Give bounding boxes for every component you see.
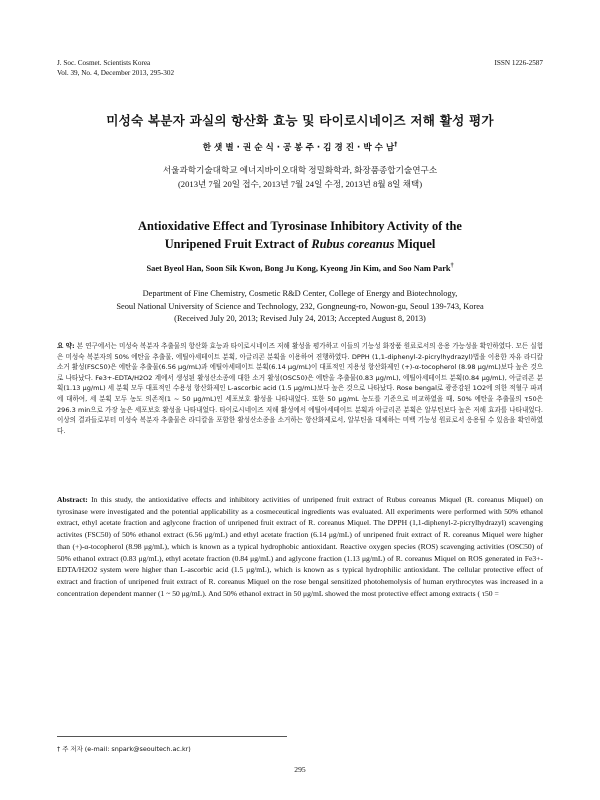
affiliation-english-line2: Seoul National University of Science and Technology, 232, Gongneung-ro, Nowon-gu, Seoul 139-743, Korea (116, 301, 484, 311)
issn: ISSN 1226-2587 (494, 59, 543, 67)
affiliation-english (0, 288, 600, 326)
title-english-line2-post: Miquel (394, 237, 436, 251)
abstract-korean (57, 341, 543, 436)
authors-english-names: Saet Byeol Han, Soon Sik Kwon, Bong Ju Kong, Kyeong Jin Kim, and Soo Nam Park (146, 264, 451, 273)
journal-volume: Vol. 39, No. 4, December 2013, 295-302 (57, 69, 175, 77)
authors-english (0, 264, 600, 273)
title-english (0, 217, 600, 253)
running-header (57, 58, 543, 78)
abstract-english (57, 494, 543, 599)
title-korean: 미성숙 복분자 과실의 항산화 효능 및 타이로시네이즈 저해 활성 평가 (106, 113, 494, 128)
dagger-mark: † (394, 141, 398, 149)
authors-korean-names: 한 샛 별 · 권 순 식 · 공 봉 주 · 김 경 진 · 박 수 남 (202, 143, 395, 153)
title-english-line2-pre: Unripened Fruit Extract of (164, 237, 312, 251)
abstract-english-text: In this study, the antioxidative effects and inhibitory activities of unripened fruit extract of Rubus coreanus Miquel (R. coreanus Miquel) on tyrosinase were investigated and the potential applicability as a cosmeceutical ingredients was evaluated. All experiments were performed with 50% ethanol extract, ethyl acetate fraction and aglycone fraction of unripened fruit extract of R. coreanus Miquel. The DPPH (1,1-diphenyl-2-picrylhydrazyl) scavenging activites (FSC50) of 50% ethanol extract (6.56 μg/mL) and ethyl acetate fraction (6.14 μg/mL) of unripened fruit extract of R. coreanus Miquel were higher than (+)-α-tocopherol (8.98 μg/mL), which is known as a typical hydrophobic antioxidant. Reactive oxygen species (ROS) scavenging activities (OSC50) of 50% ethanol extract (0.83 μg/mL), ethyl acetate fraction (0.84 μg/mL) and aglycone fraction (1.13 μg/mL) of R. coreanus Miquel on ROS generated in Fe3+-EDTA/H2O2 system were higher than L-ascorbic acid (1.5 μg/mL), which is known as s typical hydrophilic antioxidant. The cellular protective effect of extract and fraction of unripened fruit extract of R. coreanus Miquel on the rose bengal sensitized photohemolysis of human erythrocytes was increased in a concentration dependent manner (1 ~ 50 μg/mL). And 50% ethanol extract in 50 μg/mL showed the most protective effect among extracts ( τ50 = (57, 495, 543, 598)
title-english-line2 (0, 235, 600, 253)
dates-korean: (2013년 7월 20일 접수, 2013년 7월 24일 수정, 2013년 8월 8일 채택) (177, 179, 423, 189)
footnote-divider (57, 736, 287, 737)
affiliation-korean (0, 163, 600, 191)
abstract-korean-label: 요 약: (57, 342, 75, 350)
page-number: 295 (294, 765, 306, 774)
affiliation-english-line1: Department of Fine Chemistry, Cosmetic R&D Center, College of Energy and Biotechnology, (142, 289, 458, 298)
journal-name: J. Soc. Cosmet. Scientists Korea (57, 59, 151, 67)
affiliation-korean-line: 서울과학기술대학교 에너지바이오대학 정밀화학과, 화장품종합기술연구소 (162, 165, 438, 175)
dagger-mark-en: † (450, 263, 454, 270)
authors-korean (0, 141, 600, 153)
title-english-line1: Antioxidative Effect and Tyrosinase Inhibitory Activity of the (138, 219, 462, 233)
abstract-korean-text: 본 연구에서는 미성숙 복분자 추출물의 항산화 효능과 타이로시네이즈 저해 활성을 평가하고 이들의 기능성 화장품 원료로서의 응용 가능성을 확인하였다. 모든 실험은 미성숙 복분자의 50% 에탄올 추출물, 에틸아세테이트 분획, 아글리콘 분획을 이용하여 진행하였다. DPPH (1,1-diphenyl-2-picrylhydrazyl)법을 이용한 자유 라디칼 소거 활성(FSC50)은 에탄올 추출물(6.56 μg/mL)과 에틸아세테이트 분획(6.14 μg/mL)이 대표적인 지용성 항산화제인 (+)-α-tocopherol (8.98 μg/mL)보다 높은 것으로 나타났다. Fe3+-EDTA/H2O2 계에서 생성된 활성산소종에 대한 소거 활성(OSC50)은 에탄올 추출물(0.83 μg/mL), 에틸아세테이트 분획(0.84 μg/mL), 아글리콘 분획(1.13 μg/mL) 세 분획 모두 대표적인 수용성 항산화제인 L-ascorbic acid (1.5 μg/mL)보다 높은 것으로 나타났다. Rose bengal로 광증감된 1O2에 의한 적혈구 파괴에 대하여, 세 분획 모두 농도 의존적(1 ~ 50 μg/mL)인 세포보호 활성을 나타내었다. 또한 50 μg/mL 농도를 기준으로 비교하였을 때, 50% 에탄올 추출물의 τ50은 296.3 min으로 가장 높은 세포보호 활성을 나타내었다. 타이로시네이즈 저해 활성에서 에틸아세테이트 분획과 아글리콘 분획은 알부틴보다 높은 저해 효과를 나타내었다. 이상의 결과들로부터 미성숙 복분자 추출물은 라디칼을 포함한 활성산소종을 소거하는 항산화제로서, 알부틴을 대체하는 미백 기능성 원료로서 응용될 수 있음을 확인하였다. (57, 342, 544, 435)
abstract-english-label: Abstract: (57, 495, 88, 504)
dates-english: (Received July 20, 2013; Revised July 24, 2013; Accepted August 8, 2013) (174, 314, 426, 324)
title-english-species: Rubus coreanus (311, 237, 395, 251)
corresponding-author-footnote: † 주 저자 (e-mail: snpark@seoultech.ac.kr) (57, 745, 191, 753)
